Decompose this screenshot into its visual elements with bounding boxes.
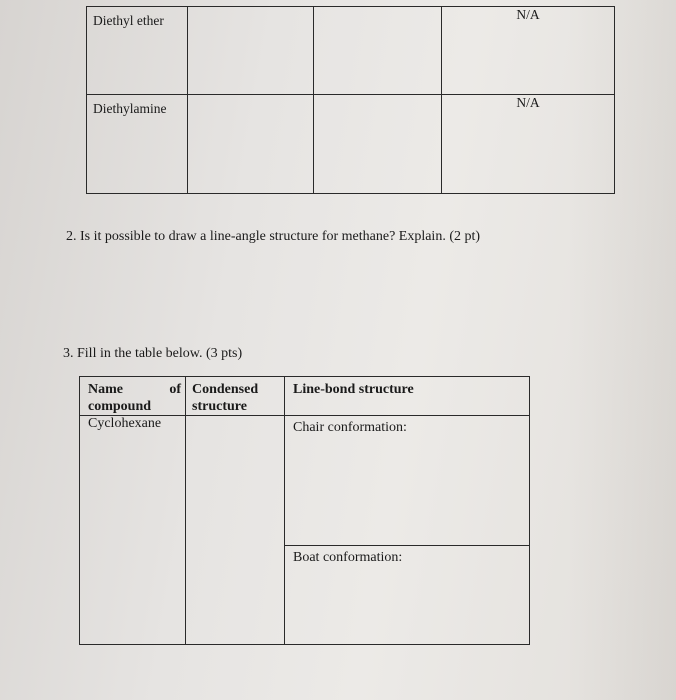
table-row [87,7,615,95]
compound-table-top [86,6,615,194]
condensed-structure-cell[interactable] [186,416,285,645]
header-word: of [169,382,181,397]
compound-name-cell [87,95,188,194]
compound-name: Cyclohexane [88,416,162,431]
empty-cell[interactable] [314,7,442,95]
compound-name: Diethyl ether [93,13,164,28]
question-2: 2. Is it possible to draw a line-angle structure for methane? Explain. (2 pt) [66,229,481,244]
header-word: Line-bond structure [293,382,414,397]
compound-name-cell [80,416,186,645]
empty-cell[interactable] [188,95,314,194]
na-label: N/A [516,95,540,110]
compound-name: Diethylamine [93,101,167,116]
header-word: Name [88,382,123,397]
header-word: Condensed [192,382,259,397]
header-word: structure [192,399,247,414]
chair-conformation-label: Chair conformation: [293,420,407,435]
boat-conformation-label: Boat conformation: [293,550,403,565]
compound-name-cell [87,7,188,95]
empty-cell[interactable] [314,95,442,194]
cyclohexane-table [79,376,530,645]
table-row [80,416,530,645]
na-cell [442,7,615,95]
header-word: compound [88,399,152,414]
header-name-of-compound [80,377,186,416]
table-row [87,95,615,194]
divider [285,436,529,546]
header-condensed-structure [186,377,285,416]
line-bond-cell[interactable] [285,416,530,645]
na-label: N/A [516,7,540,22]
empty-cell[interactable] [188,7,314,95]
table-header-row [80,377,530,416]
na-cell [442,95,615,194]
question-3: 3. Fill in the table below. (3 pts) [63,346,243,361]
header-line-bond-structure [285,377,530,416]
